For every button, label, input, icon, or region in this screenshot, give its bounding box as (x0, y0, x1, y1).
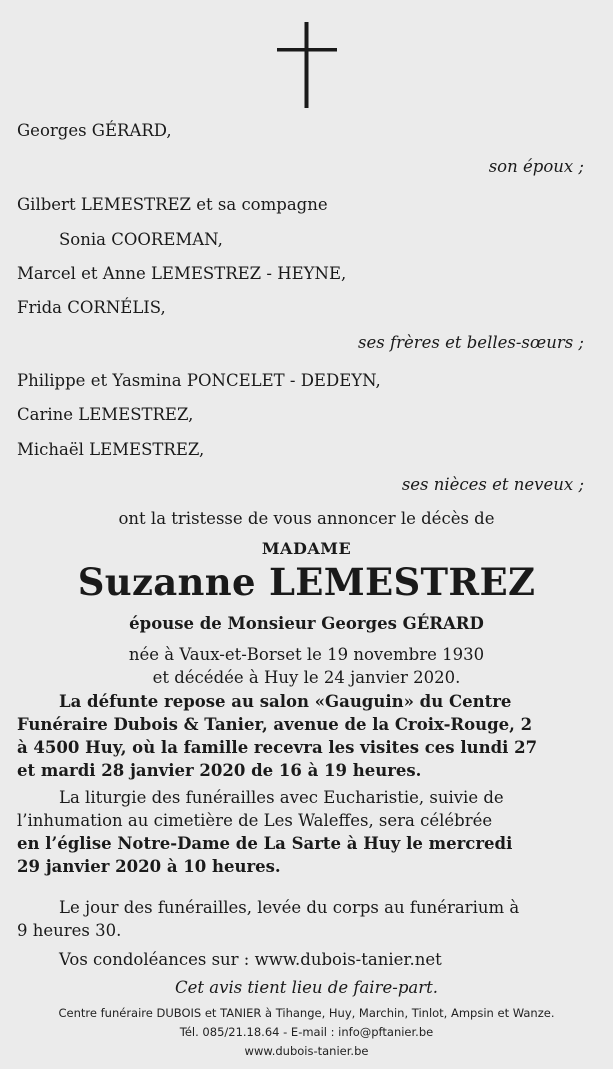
footer-contact: Tél. 085/21.18.64 - E-mail : info@pftanier.be (179, 1025, 434, 1039)
cross-icon (277, 22, 337, 108)
levee-line: 9 heures 30. (17, 921, 122, 940)
footer-company: Centre funéraire DUBOIS et TANIER à Tihange, Huy, Marchin, Tinlot, Ampsin et Wanze. (58, 1006, 555, 1020)
liturgy-line: 29 janvier 2020 à 10 heures. (17, 857, 281, 876)
levee-paragraph (17, 896, 587, 942)
birth-info: née à Vaux-et-Borset le 19 novembre 1930 (128, 645, 485, 664)
condolences-paragraph (17, 948, 587, 971)
spouse-of: épouse de Monsieur Georges GÉRARD (129, 614, 484, 633)
sibling-line: Sonia COOREMAN, (59, 230, 223, 249)
sibling-line: Marcel et Anne LEMESTREZ - HEYNE, (17, 264, 347, 283)
nephew-line: Philippe et Yasmina PONCELET - DEDEYN, (17, 371, 381, 390)
liturgy-paragraph (17, 786, 587, 878)
spouse-relation: son époux ; (488, 157, 584, 176)
repose-line: La défunte repose au salon «Gauguin» du Centre (59, 692, 512, 711)
deceased-name: Suzanne LEMESTREZ (77, 560, 536, 604)
levee-line: Le jour des funérailles, levée du corps au funérarium à (59, 898, 520, 917)
siblings-relation: ses frères et belles-sœurs ; (358, 333, 584, 352)
spouse-name: Georges GÉRARD, (17, 121, 172, 140)
footer-website: www.dubois-tanier.be (244, 1044, 369, 1058)
condolences-line: Vos condoléances sur : www.dubois-tanier.net (59, 950, 442, 969)
liturgy-line: en l’église Notre-Dame de La Sarte à Huy le mercredi (17, 834, 513, 853)
repose-paragraph (17, 690, 587, 782)
deceased-title: MADAME (261, 539, 352, 558)
sibling-line: Frida CORNÉLIS, (17, 298, 166, 317)
death-info: et décédée à Huy le 24 janvier 2020. (152, 668, 461, 687)
nephews-relation: ses nièces et neveux ; (401, 475, 584, 494)
liturgy-line: l’inhumation au cimetière de Les Waleffes, sera célébrée (17, 811, 493, 830)
repose-line: et mardi 28 janvier 2020 de 16 à 19 heures. (17, 761, 422, 780)
liturgy-line: La liturgie des funérailles avec Eucharistie, suivie de (59, 788, 504, 807)
sibling-line: Gilbert LEMESTREZ et sa compagne (17, 195, 328, 214)
nephew-line: Carine LEMESTREZ, (17, 405, 194, 424)
repose-line: à 4500 Huy, où la famille recevra les visites ces lundi 27 (17, 738, 538, 757)
repose-line: Funéraire Dubois & Tanier, avenue de la Croix-Rouge, 2 (17, 715, 533, 734)
announcement-intro: ont la tristesse de vous annoncer le décès de (118, 509, 495, 528)
nephew-line: Michaël LEMESTREZ, (17, 440, 205, 459)
notice-line: Cet avis tient lieu de faire-part. (175, 978, 438, 997)
